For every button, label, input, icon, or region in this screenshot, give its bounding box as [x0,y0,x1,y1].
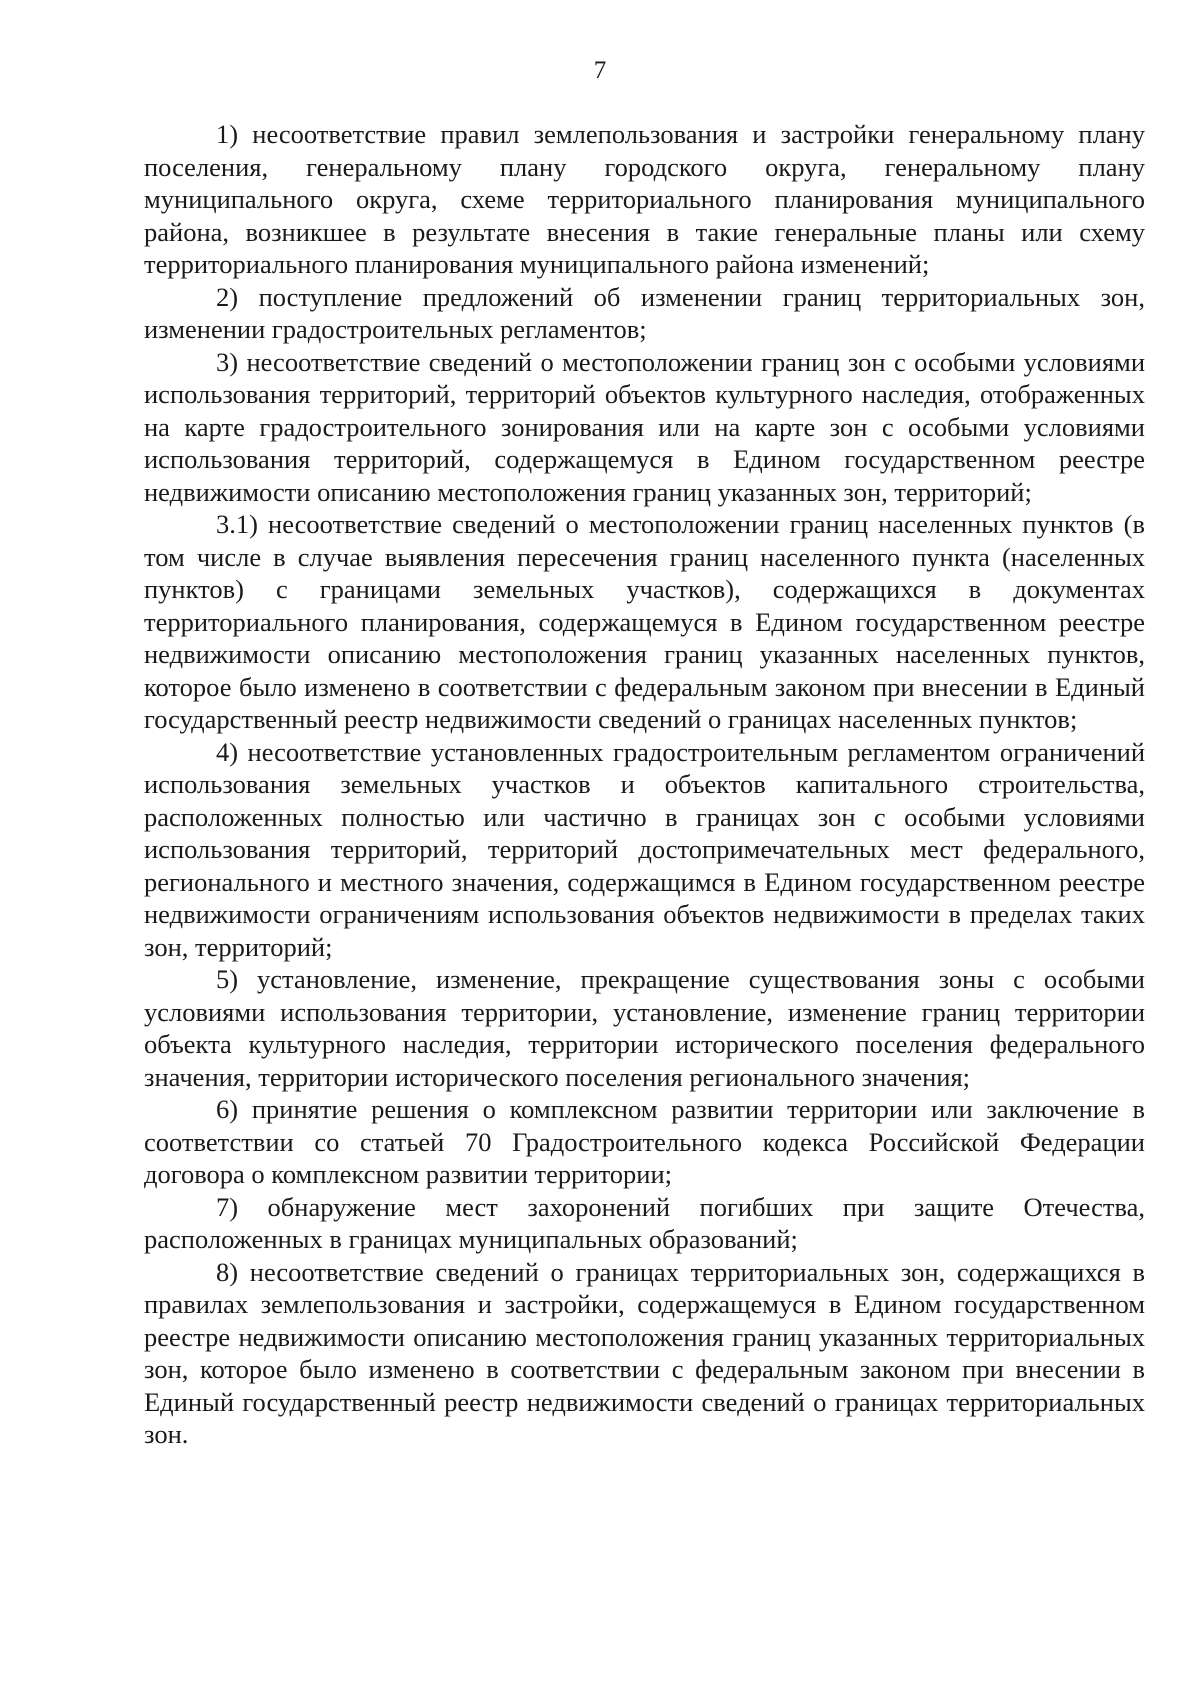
list-item-8: 8) несоответствие сведений о границах территориальных зон, содержащихся в правилах землепользования и застройки, содержащемуся в Едином государственном реестре недвижимости описанию местоположения границ указанных территориальных зон, которое было изменено в соответствии с федеральным законом при внесении в Единый государственный реестр недвижимости сведений о границах территориальных зон. [144,1256,1145,1449]
list-item-1: 1) несоответствие правил землепользования и застройки генеральному плану поселения, генеральному плану городского округа, генеральному плану муниципального округа, схеме территориального планирования муниципального района, возникшее в результате внесения в такие генеральные планы или схему территориального планирования муниципального района изменений; [144,119,1145,279]
page-number: 7 [593,57,607,84]
list-item-7: 7) обнаружение мест захоронений погибших при защите Отечества, расположенных в границах муниципальных образований; [144,1191,1145,1254]
list-item-5: 5) установление, изменение, прекращение существования зоны с особыми условиями использования территории, установление, изменение границ территории объекта культурного наследия, территории исторического поселения федерального значения, территории исторического поселения регионального значения; [144,964,1145,1092]
list-item-3-1: 3.1) несоответствие сведений о местоположении границ населенных пунктов (в том числе в случае выявления пересечения границ населенного пункта (населенных пунктов) с границами земельных участков), содержащихся в документах территориального планирования, содержащемуся в Едином государственном реестре недвижимости описанию местоположения границ указанных населенных пунктов, которое было изменено в соответствии с федеральным законом при внесении в Единый государственный реестр недвижимости сведений о границах населенных пунктов; [144,509,1145,734]
list-item-6: 6) принятие решения о комплексном развитии территории или заключение в соответствии со статьей 70 Градостроительного кодекса Российской Федерации договора о комплексном развитии территории; [144,1094,1145,1189]
list-item-3: 3) несоответствие сведений о местоположении границ зон с особыми условиями использования территорий, территорий объектов культурного наследия, отображенных на карте градостроительного зонирования или на карте зон с особыми условиями использования территорий, содержащемуся в Едином государственном реестре недвижимости описанию местоположения границ указанных зон, территорий; [144,346,1145,507]
document-body [144,118,1145,1451]
list-item-4: 4) несоответствие установленных градостроительным регламентом ограничений использования земельных участков и объектов капитального строительства, расположенных полностью или частично в границах зон с особыми условиями использования территорий, территорий достопримечательных мест федерального, регионального и местного значения, содержащимся в Едином государственном реестре недвижимости ограничениям использования объектов недвижимости в пределах таких зон, территорий; [144,736,1145,962]
list-item-2: 2) поступление предложений об изменении границ территориальных зон, изменении градостроительных регламентов; [144,281,1145,344]
